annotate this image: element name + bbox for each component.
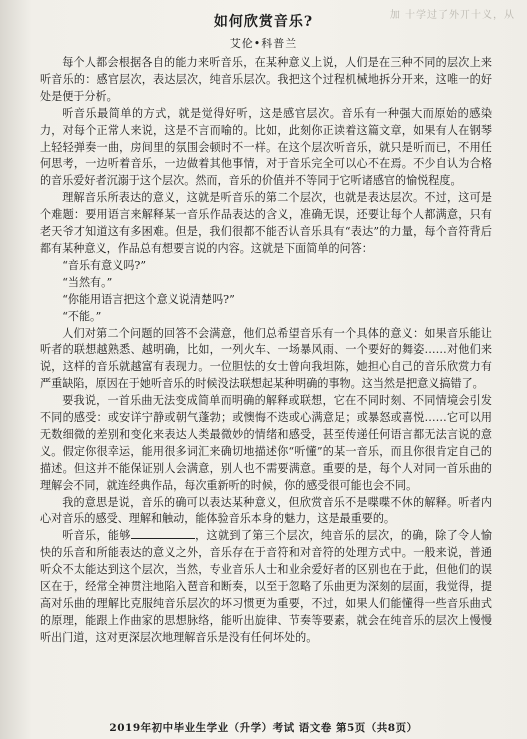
dialogue-line-3: “你能用语言把这个意义说清楚吗?” xyxy=(62,292,235,306)
paragraph-7-lead: 听音乐，能够 xyxy=(62,529,131,543)
article-body xyxy=(40,55,492,647)
page-footer: 2019年初中毕业生学业（升学）考试 语文卷 第5页（共8页） xyxy=(109,722,418,734)
paragraph-7-rest: ，这就到了第三个层次，纯音乐的层次，的确，除了令人愉快的乐音和所能表达的意义之外，音乐存在于音符和对音符的处理方式中。一般来说，普通听众不太能达到这个层次，当然，专业音乐人士和业余爱好者的区别也在于此，但他们的误区在于，经常全神贯注地陷入琶音和断奏，以至于忽略了乐曲更为深刻的层面，我觉得，提高对乐曲的理解比克服纯音乐层次的坏习惯更为重要，不过，如果人们能懂得一些音乐曲式的原理，能跟上作曲家的思想脉络，能听出旋律、节奏等要素，就会在纯音乐的层次上慢慢听出门道，这对更深层次地理解音乐是没有任何坏处的。 xyxy=(40,529,492,644)
paragraph-5: 要我说，一首乐曲无法变成简单而明确的解释或联想，它在不同时刻、不同情境会引发不同的感受：或安详宁静或朝气蓬勃；或懊悔不迭或心满意足；或暴怒或喜悦……它可以用无数细微的差别和变化来表达人类最微妙的情绪和感受，甚至传递任何语言都无法言说的意义。假定你很幸运，能用很多词汇来确切地描述你“听懂”的某一音乐，而且你很肯定自己的描述。但这并不能保证别人会满意，别人也不需要满意。重要的是，每个人对同一首乐曲的理解会不同，就连经典作品，每次重新听的时候，你的感受很可能也会不同。 xyxy=(40,394,492,492)
dialogue-line-2: “当然有。” xyxy=(62,275,113,289)
article-title: 如何欣赏音乐? xyxy=(213,14,314,30)
answer-blank[interactable] xyxy=(131,528,195,539)
paragraph-2: 听音乐最简单的方式，就是觉得好听，这是感官层次。音乐有一种强大而原始的感染力，对每个正常人来说，这是不言而喻的。比如，此刻你正读着这篇文章，如果有人在钢琴上轻轻弹奏一曲，房间里的氛围会顿时不一样。在这个层次听音乐，就只是听而已，不用任何思考，一边听着音乐，一边做着其他事情，对于音乐完全可以心不在焉。不少自认为合格的音乐爱好者沉溺于这个层次。然而，音乐的价值并不等同于它听诸感官的愉悦程度。 xyxy=(40,106,492,188)
dialogue-line-4: “不能。” xyxy=(62,309,102,323)
bleed-through-text: 加 十学过了外丌十义，从 xyxy=(389,10,515,21)
paragraph-4: 人们对第二个问题的回答不会满意，他们总希望音乐有一个具体的意义：如果音乐能让听者的联想越熟悉、越明确，比如，一列火车、一场暴风雨、一个要好的舞姿……对他们来说，这样的音乐就越富有表现力。一位胆怯的女士曾向我坦陈，她担心自己的音乐欣赏力有严重缺陷，原因在于她听音乐的时候没法联想起某种明确的事物。这当然是把意义搞错了。 xyxy=(40,326,492,391)
dialogue-line-1: “音乐有意义吗?” xyxy=(62,258,147,272)
paragraph-3: 理解音乐所表达的意义，这就是听音乐的第二个层次，也就是表达层次。不过，这可是个难题：要用语言来解释某一音乐作品表达的含义，准确无误，还要让每个人都满意，只有老天爷才知道这有多困难。但是，我们很都不能否认音乐具有“表达”的力量，每个音符背后都有某种意义，作品总有想要言说的内容。这就是下面简单的问答： xyxy=(40,191,492,255)
paragraph-7 xyxy=(40,528,492,646)
paragraph-1: 每个人都会根据各自的能力来听音乐，在某种意义上说，人们是在三种不同的层次上来听音乐的：感官层次，表达层次，纯音乐层次。我把这个过程机械地拆分开来，这唯一的好处是便于分析。 xyxy=(40,56,492,103)
paragraph-6: 我的意思是说，音乐的确可以表达某种意义，但欣赏音乐不是喋喋不休的解释。听者内心对音乐的感受、理解和触动，能体验音乐本身的魅力，这是最重要的。 xyxy=(40,495,492,526)
article-author: 艾伦•科普兰 xyxy=(229,37,298,50)
